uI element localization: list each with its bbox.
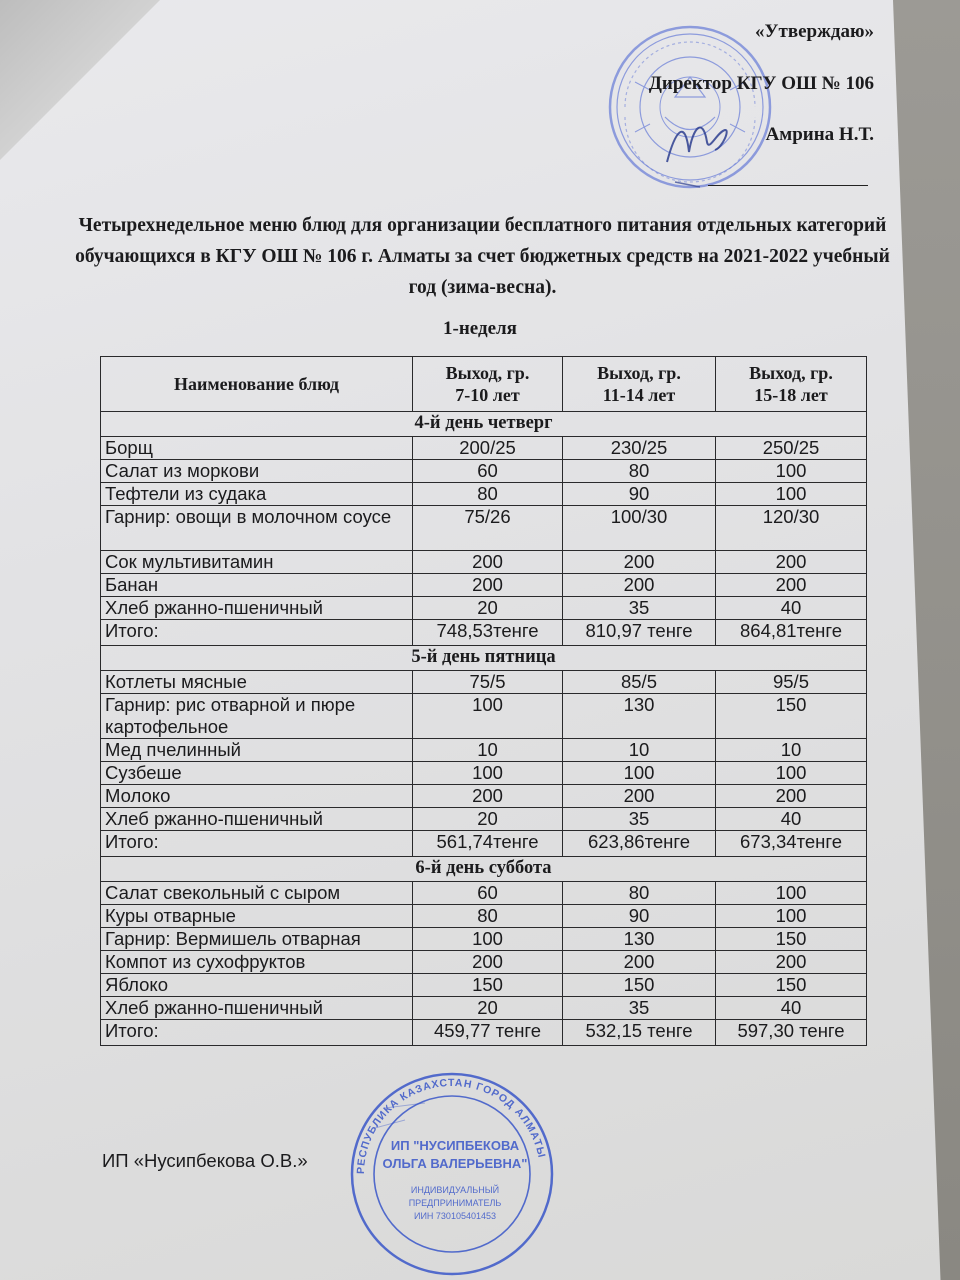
portion-11-14: 80 [563, 460, 716, 483]
portion-7-10: 200 [413, 551, 563, 574]
portion-7-10: 60 [413, 460, 563, 483]
portion-11-14: 100 [563, 762, 716, 785]
dish-name: Салат свекольный с сыром [101, 882, 413, 905]
day-header-row [101, 857, 867, 882]
portion-15-18: 100 [716, 483, 867, 506]
table-row [101, 574, 867, 597]
table-header-row [101, 357, 867, 412]
portion-7-10: 75/5 [413, 671, 563, 694]
portion-15-18: 100 [716, 762, 867, 785]
total-label: Итого: [101, 831, 413, 857]
portion-7-10: 200/25 [413, 437, 563, 460]
dish-name: Сузбеше [101, 762, 413, 785]
portion-7-10: 80 [413, 905, 563, 928]
signature-line [708, 185, 868, 186]
approval-position: Директор КГУ ОШ № 106 [648, 73, 874, 94]
portion-11-14: 230/25 [563, 437, 716, 460]
portion-11-14: 85/5 [563, 671, 716, 694]
portion-7-10: 200 [413, 785, 563, 808]
header-age-7-10: Выход, гр. 7-10 лет [413, 357, 563, 412]
table-row [101, 506, 867, 551]
table-row [101, 905, 867, 928]
dish-name: Гарнир: рис отварной и пюре картофельное [101, 694, 413, 739]
total-row [101, 831, 867, 857]
portion-11-14: 90 [563, 905, 716, 928]
portion-15-18: 100 [716, 905, 867, 928]
portion-11-14: 100/30 [563, 506, 716, 551]
portion-7-10: 20 [413, 597, 563, 620]
total-15-18: 673,34тенге [716, 831, 867, 857]
total-7-10: 561,74тенге [413, 831, 563, 857]
portion-11-14: 35 [563, 997, 716, 1020]
table-row [101, 551, 867, 574]
portion-15-18: 250/25 [716, 437, 867, 460]
dish-name: Куры отварные [101, 905, 413, 928]
dish-name: Хлеб ржанно-пшеничный [101, 997, 413, 1020]
portion-15-18: 40 [716, 997, 867, 1020]
portion-15-18: 150 [716, 694, 867, 739]
dish-name: Гарнир: овощи в молочном соусе [101, 506, 413, 551]
portion-11-14: 130 [563, 694, 716, 739]
total-15-18: 864,81тенге [716, 620, 867, 646]
portion-7-10: 10 [413, 739, 563, 762]
day-header-row [101, 646, 867, 671]
portion-7-10: 20 [413, 808, 563, 831]
portion-11-14: 200 [563, 951, 716, 974]
portion-7-10: 200 [413, 951, 563, 974]
portion-15-18: 40 [716, 597, 867, 620]
dish-name: Борщ [101, 437, 413, 460]
portion-15-18: 100 [716, 882, 867, 905]
portion-7-10: 200 [413, 574, 563, 597]
total-11-14: 532,15 тенге [563, 1020, 716, 1046]
portion-15-18: 200 [716, 951, 867, 974]
table-row [101, 437, 867, 460]
portion-7-10: 100 [413, 762, 563, 785]
table-row [101, 882, 867, 905]
portion-7-10: 20 [413, 997, 563, 1020]
day-header-row [101, 412, 867, 437]
total-label: Итого: [101, 1020, 413, 1046]
total-7-10: 459,77 тенге [413, 1020, 563, 1046]
table-row [101, 785, 867, 808]
table-row [101, 997, 867, 1020]
portion-11-14: 35 [563, 808, 716, 831]
week-label: 1-неделя [443, 318, 517, 339]
header-dish: Наименование блюд [101, 357, 413, 412]
dish-name: Котлеты мясные [101, 671, 413, 694]
total-11-14: 623,86тенге [563, 831, 716, 857]
day-title: 4-й день четверг [101, 412, 867, 437]
portion-15-18: 100 [716, 460, 867, 483]
document-title: Четырехнедельное меню блюд для организации бесплатного питания отдельных категорий обучающихся в КГУ ОШ № 106 г. Алматы за счет бюджетных средств на 2021-2022 учебный год (зима-весна). [75, 215, 890, 298]
supplier-signature: ИП «Нусипбекова О.В.» [102, 1150, 308, 1171]
table-row [101, 671, 867, 694]
dish-name: Яблоко [101, 974, 413, 997]
dish-name: Тефтели из судака [101, 483, 413, 506]
table-row [101, 951, 867, 974]
portion-11-14: 90 [563, 483, 716, 506]
table-row [101, 974, 867, 997]
portion-7-10: 60 [413, 882, 563, 905]
portion-15-18: 40 [716, 808, 867, 831]
approval-title: «Утверждаю» [755, 21, 874, 42]
portion-15-18: 150 [716, 928, 867, 951]
table-row [101, 928, 867, 951]
day-title: 6-й день суббота [101, 857, 867, 882]
portion-7-10: 100 [413, 928, 563, 951]
dish-name: Хлеб ржанно-пшеничный [101, 597, 413, 620]
dish-name: Компот из сухофруктов [101, 951, 413, 974]
total-row [101, 1020, 867, 1046]
portion-11-14: 80 [563, 882, 716, 905]
portion-15-18: 95/5 [716, 671, 867, 694]
header-age-11-14: Выход, гр. 11-14 лет [563, 357, 716, 412]
portion-11-14: 200 [563, 574, 716, 597]
portion-11-14: 10 [563, 739, 716, 762]
stamp-line-4: ПРЕДПРИНИМАТЕЛЬ [408, 1198, 502, 1208]
stamp-line-2: ОЛЬГА ВАЛЕРЬЕВНА" [382, 1156, 528, 1171]
portion-11-14: 200 [563, 785, 716, 808]
portion-11-14: 150 [563, 974, 716, 997]
dish-name: Гарнир: Вермишель отварная [101, 928, 413, 951]
portion-15-18: 200 [716, 785, 867, 808]
dish-name: Сок мультивитамин [101, 551, 413, 574]
table-row [101, 762, 867, 785]
dish-name: Хлеб ржанно-пшеничный [101, 808, 413, 831]
portion-11-14: 35 [563, 597, 716, 620]
stamp-ring-text: РЕСПУБЛИКА КАЗАХСТАН ГОРОД АЛМАТЫ [354, 1076, 548, 1175]
approval-name: Амрина Н.Т. [765, 124, 874, 145]
total-7-10: 748,53тенге [413, 620, 563, 646]
day-title: 5-й день пятница [101, 646, 867, 671]
portion-7-10: 80 [413, 483, 563, 506]
total-label: Итого: [101, 620, 413, 646]
portion-15-18: 200 [716, 551, 867, 574]
portion-11-14: 200 [563, 551, 716, 574]
portion-15-18: 200 [716, 574, 867, 597]
total-15-18: 597,30 тенге [716, 1020, 867, 1046]
table-row [101, 460, 867, 483]
dish-name: Молоко [101, 785, 413, 808]
portion-7-10: 100 [413, 694, 563, 739]
total-row [101, 620, 867, 646]
header-age-15-18: Выход, гр. 15-18 лет [716, 357, 867, 412]
dish-name: Салат из моркови [101, 460, 413, 483]
table-row [101, 483, 867, 506]
table-row [101, 808, 867, 831]
stamp-line-3: ИНДИВИДУАЛЬНЫЙ [410, 1185, 500, 1195]
menu-table [100, 356, 867, 1046]
portion-11-14: 130 [563, 928, 716, 951]
table-row [101, 694, 867, 739]
portion-7-10: 150 [413, 974, 563, 997]
total-11-14: 810,97 тенге [563, 620, 716, 646]
dish-name: Мед пчелинный [101, 739, 413, 762]
portion-7-10: 75/26 [413, 506, 563, 551]
portion-15-18: 150 [716, 974, 867, 997]
portion-15-18: 120/30 [716, 506, 867, 551]
dish-name: Банан [101, 574, 413, 597]
table-row [101, 597, 867, 620]
stamp-line-5: ИИН 730105401453 [413, 1211, 497, 1221]
portion-15-18: 10 [716, 739, 867, 762]
table-row [101, 739, 867, 762]
stamp-line-1: ИП "НУСИПБЕКОВА [390, 1138, 520, 1153]
